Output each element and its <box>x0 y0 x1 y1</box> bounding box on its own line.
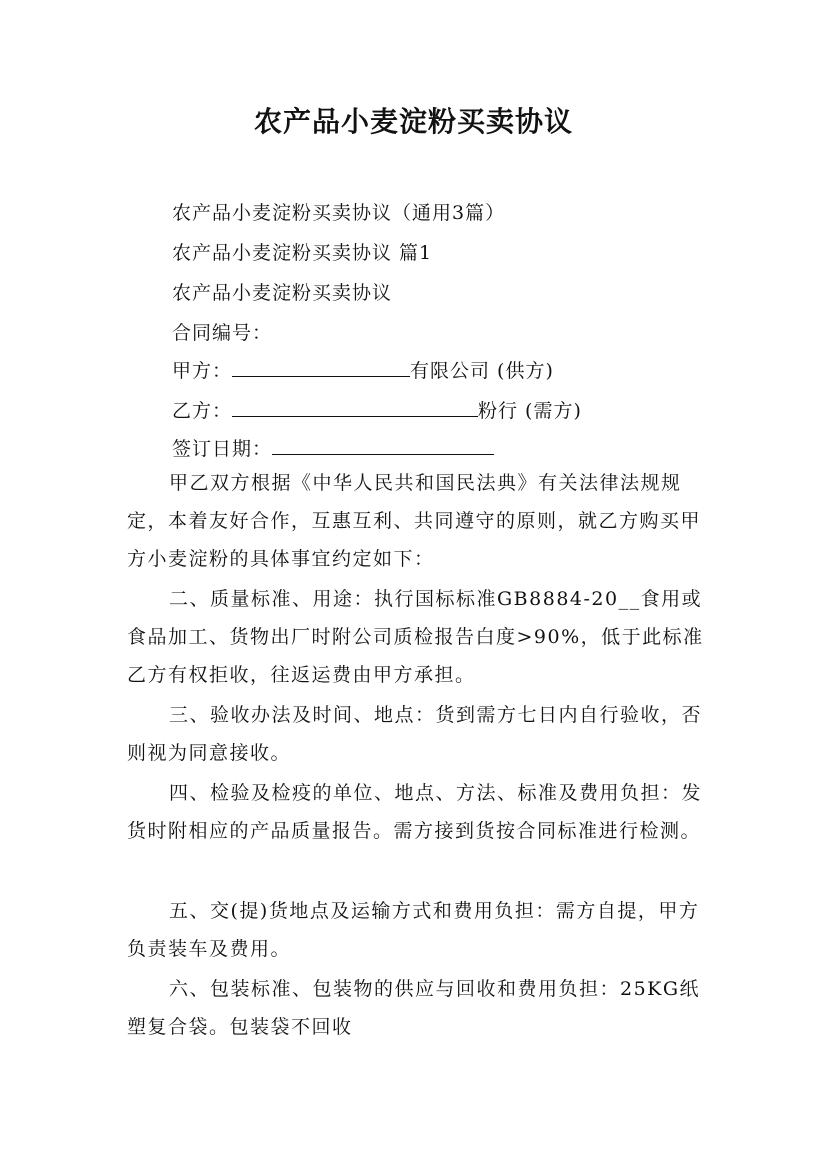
sign-date-blank <box>272 436 494 455</box>
party-b-blank <box>232 398 478 417</box>
sign-date-label: 签订日期： <box>172 438 273 460</box>
paragraph-packaging-text: 六、包装标准、包装物的供应与回收和费用负担：25KG纸塑复合袋。包装袋不回收 <box>127 978 701 1038</box>
sign-date-line <box>172 434 494 461</box>
party-a-line <box>172 356 554 383</box>
paragraph-intro-text: 甲乙双方根据《中华人民共和国民法典》有关法律法规规定，本着友好合作，互惠互利、共同遵守的原则，就乙方购买甲方小麦淀粉的具体事宜约定如下： <box>127 472 702 570</box>
paragraph-packaging <box>127 970 707 1046</box>
contract-number-label: 合同编号： <box>172 322 273 344</box>
paragraph-acceptance <box>127 696 707 772</box>
section-heading: 农产品小麦淀粉买卖协议 篇1 <box>172 242 433 264</box>
party-a-blank <box>232 358 410 377</box>
document-title: 农产品小麦淀粉买卖协议 <box>253 105 573 138</box>
party-b-label: 乙方： <box>172 400 233 422</box>
paragraph-quality-text: 二、质量标准、用途：执行国标标准GB8884-20__食用或食品加工、货物出厂时附公司质检报告白度>90%，低于此标准乙方有权拒收，往返运费由甲方承担。 <box>127 588 704 686</box>
paragraph-acceptance-text: 三、验收办法及时间、地点：货到需方七日内自行验收，否则视为同意接收。 <box>127 704 703 764</box>
subtitle-line: 农产品小麦淀粉买卖协议（通用3篇） <box>172 202 506 224</box>
paragraph-quality <box>127 580 707 694</box>
party-a-label: 甲方： <box>172 360 233 382</box>
party-a-suffix: 有限公司 (供方) <box>410 360 554 382</box>
paragraph-intro <box>127 464 707 578</box>
paragraph-inspection <box>127 774 707 850</box>
contract-name: 农产品小麦淀粉买卖协议 <box>172 282 393 304</box>
paragraph-delivery-text: 五、交(提)货地点及运输方式和费用负担：需方自提，甲方负责装车及费用。 <box>127 900 700 960</box>
paragraph-inspection-text: 四、检验及检疫的单位、地点、方法、标准及费用负担：发货时附相应的产品质量报告。需方接到货按合同标准进行检测。 <box>127 782 703 842</box>
paragraph-delivery <box>127 892 707 968</box>
party-b-suffix: 粉行 (需方) <box>478 400 582 422</box>
party-b-line <box>172 396 582 423</box>
